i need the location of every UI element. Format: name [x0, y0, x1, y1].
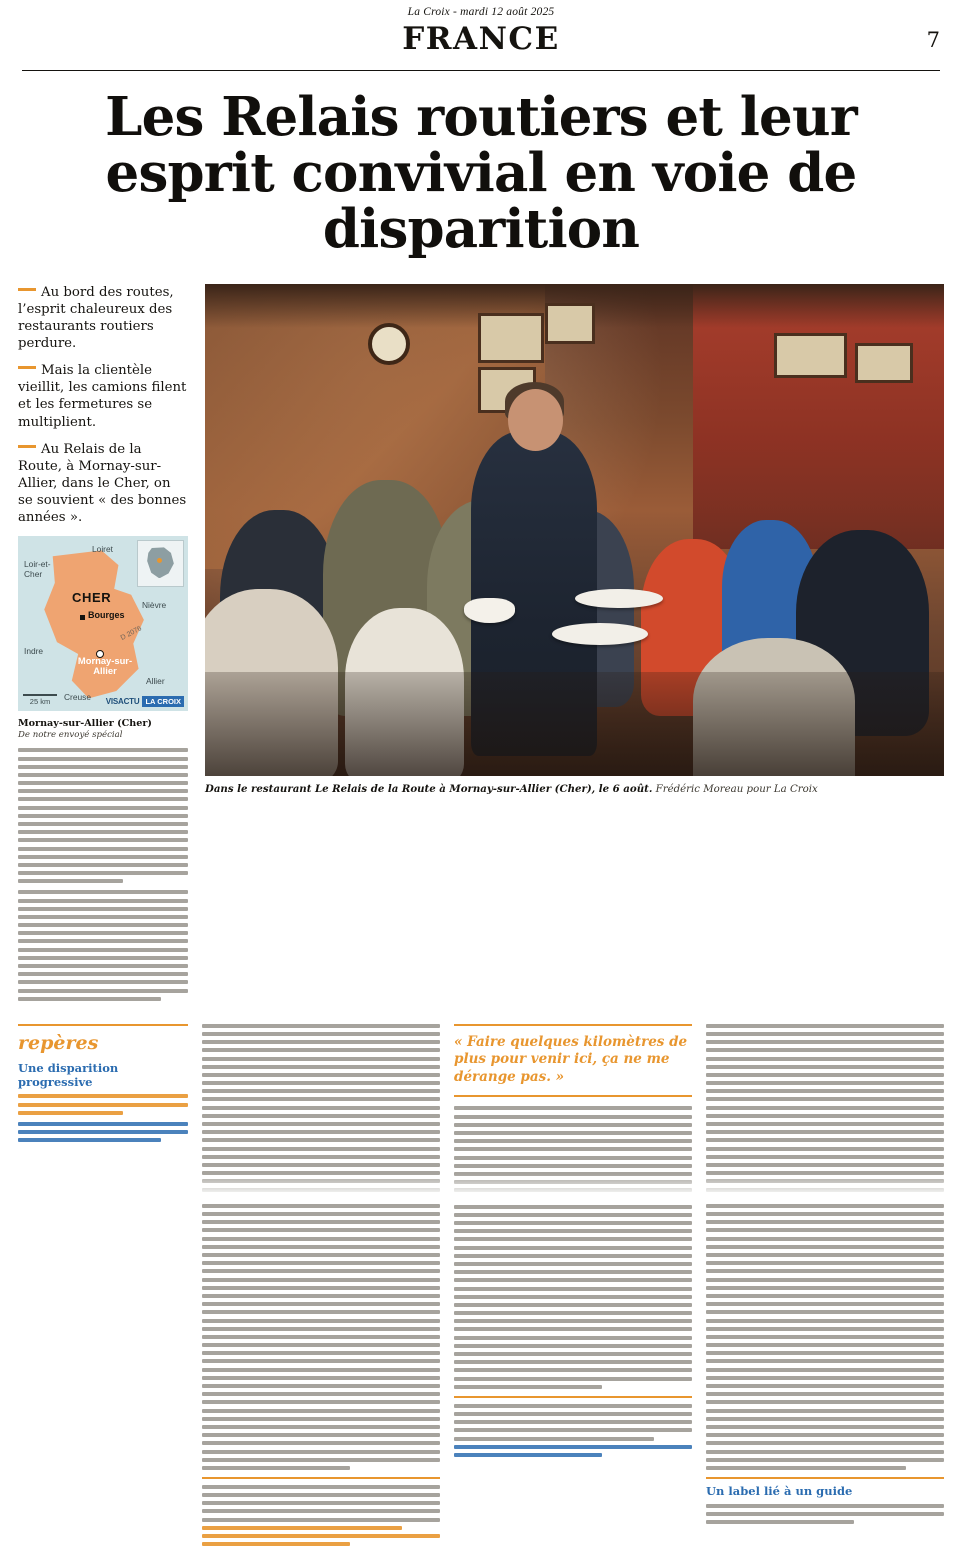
map-inset-country-shape: [146, 547, 175, 578]
map-credit-brand: LA CROIX: [142, 696, 184, 707]
article-column-2: [202, 1024, 440, 1553]
bullet-dash-icon: [18, 366, 36, 369]
map-scale-bar: 25 km: [23, 694, 57, 706]
wall-clock-icon: [368, 323, 410, 365]
photo-caption-credit: Frédéric Moreau pour La Croix: [655, 783, 818, 795]
lead-item-3-text: Au Relais de la Route, à Mornay-sur-Allier, dans le Cher, on se souvient « des bonnes années ».: [18, 441, 187, 526]
lead-item-3: [18, 441, 188, 527]
map-label-allier: Allier: [146, 676, 165, 687]
bullet-dash-icon: [18, 288, 36, 291]
repere-divider: [18, 1024, 188, 1026]
photo-waitress-head: [508, 389, 563, 451]
photo-column: [205, 284, 944, 795]
paragraph: [18, 1094, 188, 1114]
dateline-place: Mornay-sur-Allier (Cher): [18, 718, 152, 730]
photo-wrap: [205, 284, 944, 795]
map-label-creuse: Creuse: [64, 692, 91, 703]
map-credit: [106, 696, 184, 707]
repere-subhead-1: Une disparition progressive: [18, 1060, 119, 1089]
photo-foreground-table: [205, 672, 944, 775]
dinner-plate: [552, 623, 648, 645]
map-label-department: CHER: [72, 590, 112, 606]
paragraph: [18, 1122, 188, 1142]
repere-divider: [706, 1477, 944, 1479]
page-title: Les Relais routiers et leur esprit convivial en voie de disparition: [105, 86, 857, 261]
header-divider: [22, 70, 940, 71]
map-inset-france: [137, 540, 184, 587]
map-label-town: Mornay-sur-Allier: [77, 655, 133, 677]
masthead-kicker: La Croix - mardi 12 août 2025: [407, 6, 555, 18]
lead-item-1-text: Au bord des routes, l’esprit chaleureux des restaurants routiers perdure.: [18, 284, 174, 351]
article-column-4: [706, 1024, 944, 1553]
content-top: [18, 284, 944, 1008]
lead-item-2-text: Mais la clientèle vieillit, les camions filent et les fermetures se multiplient.: [18, 363, 187, 430]
article-body-left: [18, 748, 188, 1000]
repere-subhead-2: Un label lié à un guide: [706, 1483, 853, 1498]
lead-item-1: [18, 284, 188, 353]
photo-caption-text: Dans le restaurant Le Relais de la Route à Mornay-sur-Allier (Cher), le 6 août.: [205, 782, 653, 795]
lead-photo: [205, 284, 944, 776]
paragraph: [454, 1404, 692, 1457]
dinner-plate: [575, 589, 664, 609]
dateline-byline: De notre envoyé spécial: [18, 730, 123, 741]
pull-quote: « Faire quelques kilomètres de plus pour venir ici, ça ne me dérange pas. »: [454, 1024, 692, 1098]
map-label-road: D 2076: [119, 625, 143, 643]
map-label-city: Bourges: [88, 610, 125, 621]
framed-picture: [774, 333, 847, 378]
lead-item-2: [18, 362, 188, 431]
paragraph: [706, 1504, 944, 1524]
map-label-loiret: Loiret: [92, 544, 113, 555]
paragraph: [18, 890, 188, 1000]
paragraph: [202, 1024, 440, 1470]
map-credit-source: VISACTU: [105, 697, 140, 707]
article-column-3: [454, 1024, 692, 1553]
article-column-1: [18, 1024, 188, 1553]
paragraph: [18, 748, 188, 883]
bullet-dash-icon: [18, 445, 36, 448]
page-number: 7: [926, 28, 940, 52]
repere-divider: [202, 1477, 440, 1479]
map-label-loir-et-cher: Loir-et-Cher: [24, 559, 51, 579]
article-columns: [18, 1024, 944, 1553]
photo-caption: [205, 783, 944, 795]
repere-title: repères: [18, 1031, 99, 1054]
section-title: FRANCE: [402, 21, 560, 57]
repere-divider: [454, 1396, 692, 1398]
framed-picture: [855, 343, 913, 383]
paragraph: [202, 1485, 440, 1546]
locator-map: [18, 536, 188, 711]
framed-picture: [478, 313, 543, 363]
left-rail: [18, 284, 188, 1008]
paragraph: [454, 1106, 692, 1388]
map-label-indre: Indre: [24, 646, 44, 657]
soup-bowl: [464, 598, 516, 623]
map-city-marker-icon: [80, 615, 85, 620]
map-label-nievre: Nièvre: [142, 600, 167, 611]
masthead: [18, 0, 944, 57]
paragraph: [706, 1024, 944, 1470]
framed-picture: [545, 303, 595, 343]
